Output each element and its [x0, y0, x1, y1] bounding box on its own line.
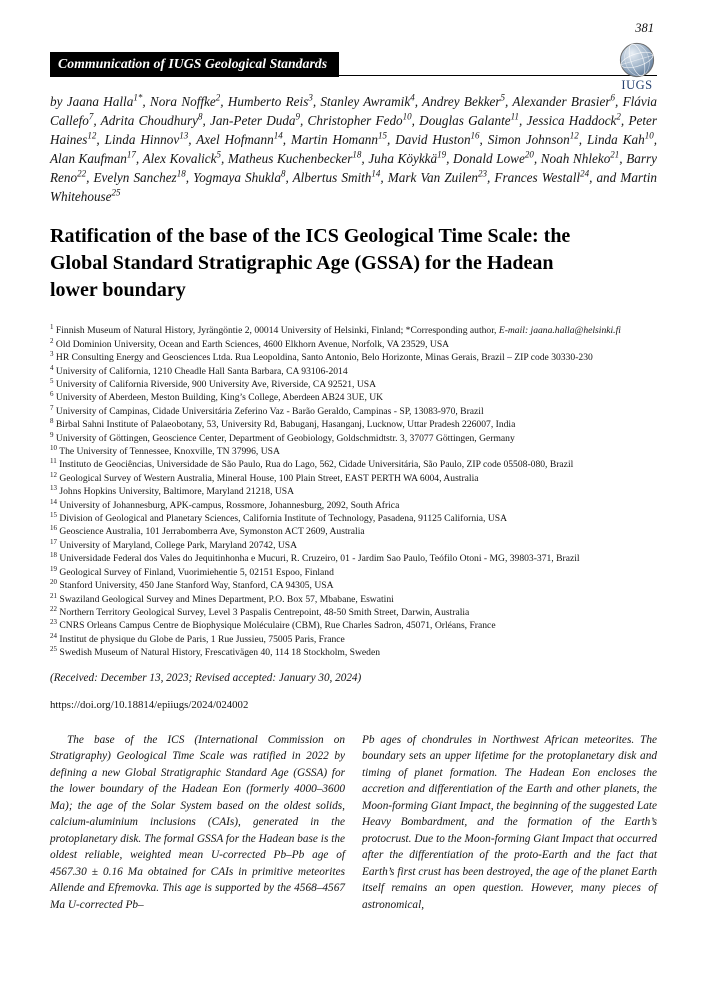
received-line: (Received: December 13, 2023; Revised accepted: January 30, 2024) [50, 671, 362, 684]
affiliation-item: $^6$ University of Aberdeen, Meston Building, King’s College, Aberdeen AB24 3UE, UK [50, 390, 384, 404]
affiliation-item: $^5$ University of California Riverside, 900 University Ave, Riverside, CA 92521, USA [50, 376, 377, 391]
iugs-logo [613, 41, 661, 93]
affiliation-item: $^{24}$ Institut de physique du Globe de Paris, 1 Rue Jussieu, 75005 Paris, France [50, 631, 345, 645]
affiliation-item: $^3$ HR Consulting Energy and Geosciences Ltda. Rua Leopoldina, Santo Antonio, Belo Horizonte, Minas Gerais, Brazil – ZIP code 30330-230 [50, 350, 593, 364]
abstract-left-column: The base of the ICS (International Commission on Stratigraphy) Geological Time Scale was ratified in 2022 by defining a new Global Stratigraphic Standard Age (GSSA) for the lower boundary of the Hadean Eon (formerly 4000–3600 Ma); the age of the Solar System based on the oldest solids, calcium-aluminium inclusions (CAIs), generated in the protoplanetary disk. The formal GSSA for the Hadean base is the oldest reliable, weighted mean U-corrected Pb–Pb age of 4567.30 ± 0.16 Ma obtained for CAIs in primitive meteorites Allende and Efremovka. This age is supported by the 4568–4567 Ma U-corrected Pb– [50, 733, 345, 911]
doi-link[interactable]: https://doi.org/10.18814/epiiugs/2024/024002 [50, 698, 249, 711]
affiliation-item: $^{12}$ Geological Survey of Western Australia, Mineral House, 100 Plain Street, EAST PERTH WA 6004, Australia [50, 470, 479, 484]
affiliation-item: $^8$ Birbal Sahni Institute of Palaeobotany, 53, University Rd, Babuganj, Hasanganj, Lucknow, Uttar Pradesh 226007, India [50, 417, 516, 431]
globe-icon [618, 41, 656, 79]
page-number: 381 [635, 21, 654, 35]
abstract-columns [50, 732, 657, 914]
affiliation-item: $^1$ Finnish Museum of Natural History, Jyrängöntie 2, 00014 University of Helsinki, Finland; *Corresponding author, E-mail: jaana.halla@helsinki.fi [50, 323, 621, 337]
article-title: Ratification of the base of the ICS Geological Time Scale: the Global Standard Stratigraphic Age (GSSA) for the Hadean lower boundary [50, 225, 571, 301]
affiliation-item: $^{25}$ Swedish Museum of Natural History, Frescativägen 40, 114 18 Stockholm, Sweden [50, 644, 381, 659]
author-line: by Jaana Halla$^{1*}$, Nora Noffke$^2$, Humberto Reis$^3$, Stanley Awramik$^4$, Andrey Bekker$^5$, Alexander Brasier$^6$, Flávia Callefo$^7$, Adrita Choudhury$^8$, Jan-Peter Duda$^9$, Christopher Fedo$^{10}$, Douglas Galante$^{11}$, Jessica Haddock$^2$, Peter Haines$^{12}$, Linda Hinnov$^{13}$, Axel Hofmann$^{14}$, Martin Homann$^{15}$, David Huston$^{16}$, Simon Johnson$^{12}$, Linda Kah$^{10}$, Alan Kaufman$^{17}$, Alex Kovalick$^5$, Matheus Kuchenbecker$^{18}$, Juha Köykkä$^{19}$, Donald Lowe$^{20}$, Noah Nhleko$^{21}$, Barry Reno$^{22}$, Evelyn Sanchez$^{18}$, Yogmaya Shukla$^8$, Albertus Smith$^{14}$, Mark Van Zuilen$^{23}$, Frances Westall$^{24}$, and Martin Whitehouse$^{25}$ [50, 92, 658, 204]
affiliation-item: $^{22}$ Northern Territory Geological Survey, Level 3 Paspalis Centrepoint, 48-50 Smith Street, Darwin, Australia [50, 604, 470, 618]
affiliation-item: $^2$ Old Dominion University, Ocean and Earth Sciences, 4600 Elkhorn Avenue, Norfolk, VA 23529, USA [50, 336, 450, 350]
affiliation-item: $^{17}$ University of Maryland, College Park, Maryland 20742, USA [50, 537, 298, 551]
affiliation-list [50, 324, 657, 659]
affiliation-item: $^{15}$ Division of Geological and Planetary Sciences, California Institute of Technology, Pasadena, 91125 California, USA [50, 510, 508, 525]
iugs-logo-text: IUGS [621, 78, 653, 92]
affiliation-item: $^{14}$ University of Johannesburg, APK-campus, Rossmore, Johannesburg, 2092, South Africa [50, 497, 400, 511]
affiliation-item: $^{20}$ Stanford University, 450 Jane Stanford Way, Stanford, CA 94305, USA [50, 577, 334, 592]
affiliation-item: $^{10}$ The University of Tennessee, Knoxville, TN 37996, USA [50, 443, 280, 458]
affiliation-item: $^4$ University of California, 1210 Cheadle Hall Santa Barbara, CA 93106-2014 [50, 363, 348, 377]
journal-banner: Communication of IUGS Geological Standards [50, 52, 339, 77]
affiliation-item: $^{21}$ Swaziland Geological Survey and Mines Department, P.O. Box 57, Mbabane, Eswatini [50, 591, 394, 605]
affiliation-item: $^{19}$ Geological Survey of Finland, Vuorimiehentie 5, 02151 Espoo, Finland [50, 564, 334, 578]
abstract-right-column: Pb ages of chondrules in Northwest African meteorites. The boundary sets an upper lifetime for the protoplanetary disk and timing of planet formation. The Hadean Eon encloses the accretion and differentiation of the Earth and other planets, the Moon-forming Giant Impact, the beginning of the suggested Late Heavy Bombardment, and the formation of the Earth’s protocrust. Due to the Moon-forming Giant Impact that occurred after the differentiation of the proto-Earth and the fact that Earth’s first crust has been destroyed, the age of the planet Earth itself remains an open question. However, many pieces of astronomical, [362, 733, 657, 911]
header-rule [50, 48, 657, 76]
page-content [50, 48, 657, 913]
affiliation-item: $^{11}$ Instituto de Geociências, Universidade de São Paulo, Rua do Lago, 562, Cidade Universitária, São Paulo, ZIP code 05508-080, Brazil [50, 457, 574, 471]
affiliation-item: $^9$ University of Göttingen, Geoscience Center, Department of Geobiology, Goldschmidtstr. 3, 37077 Göttingen, Germany [50, 430, 515, 444]
affiliation-item: $^{18}$ Universidade Federal dos Vales do Jequitinhonha e Mucuri, R. Cruzeiro, 01 - Jardim Sao Paulo, Teófilo Otoni - MG, 39803-371, Brazil [50, 551, 580, 565]
affiliation-item: $^7$ University of Campinas, Cidade Universitária Zeferino Vaz - Barão Geraldo, Campinas - SP, 13083-970, Brazil [50, 403, 484, 417]
affiliation-item: $^{13}$ Johns Hopkins University, Baltimore, Maryland 21218, USA [50, 484, 295, 498]
affiliation-item: $^{16}$ Geoscience Australia, 101 Jerrabomberra Ave, Symonston ACT 2609, Australia [50, 524, 365, 538]
corresponding-email[interactable]: E-mail: jaana.halla@helsinki.fi [498, 325, 621, 337]
affiliation-item: $^{23}$ CNRS Orleans Campus Centre de Biophysique Moléculaire (CBM), Rue Charles Sadron, 45071, Orléans, France [50, 618, 496, 632]
doi-line [50, 699, 657, 711]
